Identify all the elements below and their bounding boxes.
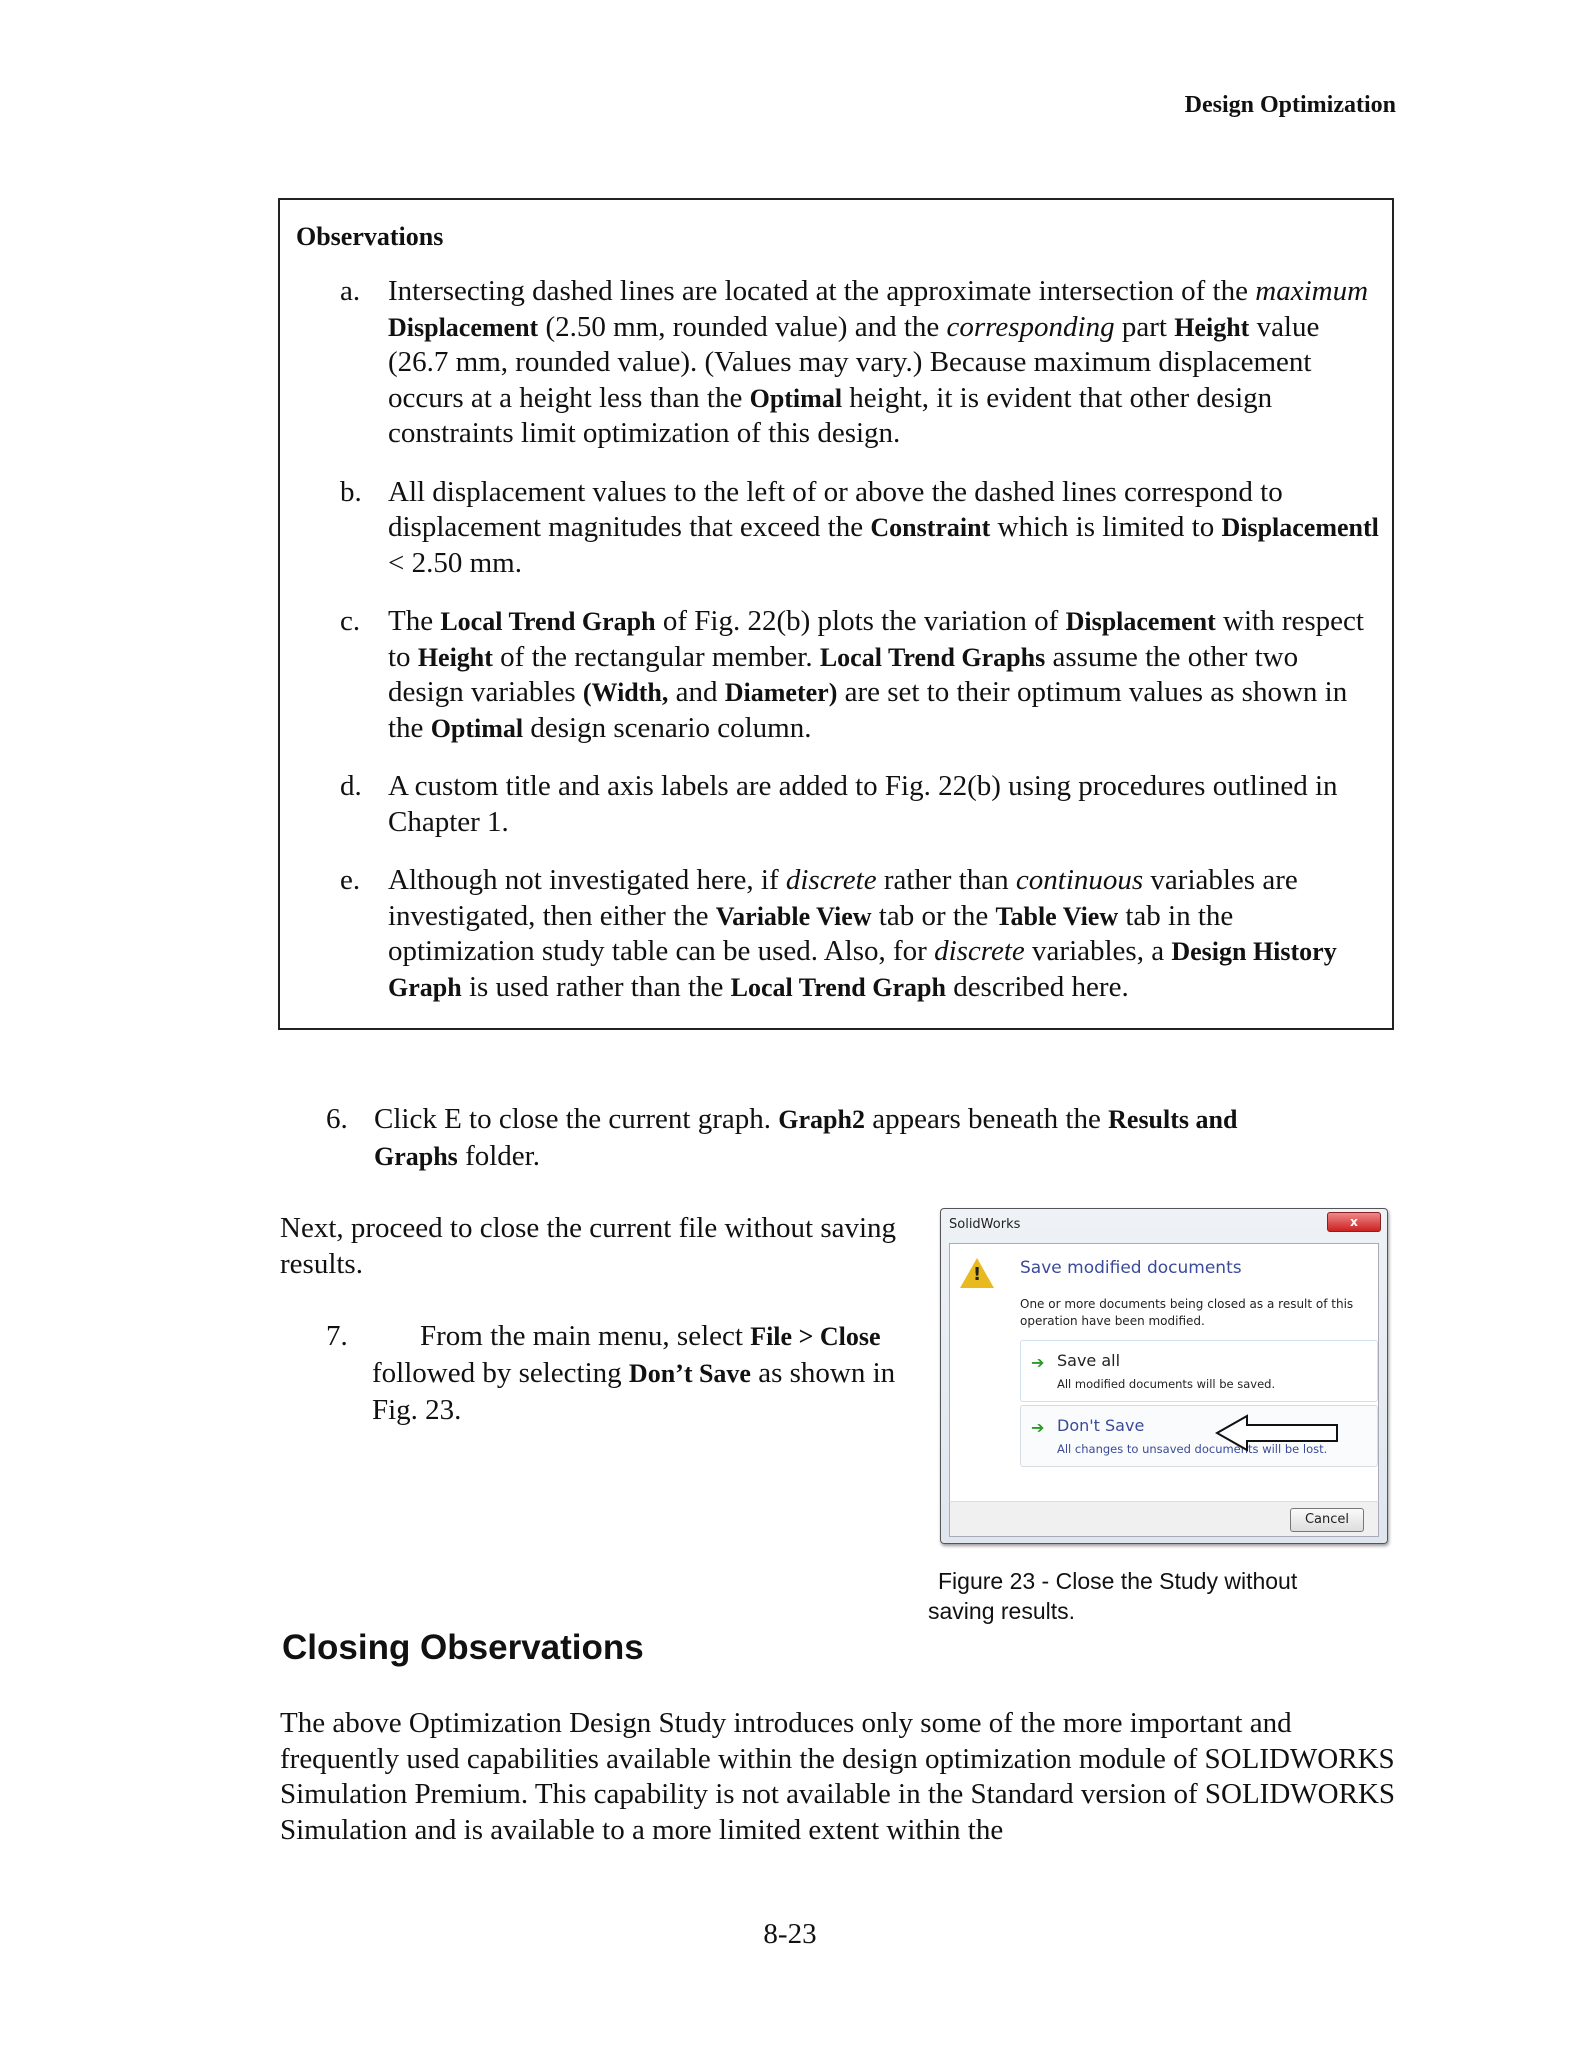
step-text-continued: followed by selecting Don’t Save as shown in Fig. 23. [372, 1357, 896, 1426]
closing-paragraph: The above Optimization Design Study introduces only some of the more important and frequently used capabilities available within the design optimization module of SOLIDWORKS Simulation Premium. This capability is not available in the Standard version of SOLIDWORKS Simulation and is available to a more limited extent within the [280, 1707, 1396, 1846]
step-text-continued: Graphs folder. [374, 1140, 540, 1172]
observations-list [340, 274, 1380, 1028]
dialog-heading: Save modified documents [1020, 1258, 1242, 1278]
observation-item [340, 475, 1380, 582]
figure-caption-line: Figure 23 - Close the Study without [938, 1568, 1298, 1594]
observation-item [340, 863, 1380, 1005]
option-label: Don't Save [1057, 1416, 1145, 1435]
callout-arrow-icon [1215, 1414, 1341, 1452]
observation-item [340, 604, 1380, 746]
next-instruction-paragraph: Next, proceed to close the current file without saving results. [280, 1212, 897, 1280]
dialog-title: SolidWorks [949, 1217, 1021, 1232]
observations-title: Observations [296, 222, 444, 251]
green-arrow-icon: ➔ [1031, 1418, 1045, 1437]
observation-label: b. [340, 475, 362, 508]
green-arrow-icon: ➔ [1031, 1353, 1045, 1372]
save-all-option[interactable] [1020, 1340, 1378, 1402]
observation-text: Intersecting dashed lines are located at the approximate intersection of the maximum Displacement (2.50 mm, rounded value) and the corresponding part Height value (26.7 mm, rounded value). (Values may vary.) Because maximum displacement occurs at a height less than the Optimal height, it is evident that other design constraints limit optimization of this design. [388, 275, 1369, 449]
observation-text: Although not investigated here, if discrete rather than continuous variables are investigated, then either the Variable View tab or the Table View tab in the optimization study table can be used. Also, for discrete variables, a Design History Graph is used rather than the Local Trend Graph described here. [388, 864, 1337, 1003]
step-number: 7. [326, 1320, 348, 1352]
step-number: 6. [326, 1103, 348, 1135]
cancel-button[interactable]: Cancel [1290, 1508, 1364, 1532]
observation-label: c. [340, 605, 361, 637]
observation-text: The Local Trend Graph of Fig. 22(b) plots the variation of Displacement with respect to Height of the rectangular member. Local Trend Graphs assume the other two design variables (Width, and Diameter) are set to their optimum values as shown in the Optimal design scenario column. [388, 605, 1364, 744]
dont-save-option[interactable] [1020, 1405, 1378, 1467]
observation-text: All displacement values to the left of or above the dashed lines correspond to displacement magnitudes that exceed the Constraint which is limited to Displacementl < 2.50 mm. [388, 475, 1379, 579]
close-icon: x [1350, 1215, 1358, 1229]
option-description: All modified documents will be saved. [1057, 1377, 1276, 1391]
close-button[interactable] [1327, 1212, 1381, 1232]
running-header: Design Optimization [1184, 92, 1396, 118]
observation-text: A custom title and axis labels are added to Fig. 22(b) using procedures outlined in Chapter 1. [388, 770, 1338, 838]
page-number: 8-23 [763, 1918, 817, 1950]
observation-label: d. [340, 770, 362, 802]
figure-caption-line: saving results. [928, 1598, 1076, 1624]
option-label: Save all [1057, 1351, 1121, 1370]
observation-label: a. [340, 275, 361, 307]
warning-exclamation-icon: ! [973, 1264, 982, 1285]
observation-item [340, 274, 1380, 452]
step-text: Click E to close the current graph. Graph2 appears beneath the Results and [374, 1103, 1238, 1135]
step-text: From the main menu, select File > Close [420, 1320, 881, 1352]
option-description: All changes to unsaved documents will be lost. [1057, 1442, 1328, 1456]
observation-item [340, 769, 1380, 840]
observation-label: e. [340, 864, 361, 896]
dialog-footer [949, 1501, 1379, 1537]
dialog-body [949, 1243, 1379, 1503]
step-7 [326, 1318, 926, 1428]
figure-caption [928, 1566, 1368, 1626]
save-modified-documents-dialog [940, 1208, 1388, 1544]
section-heading: Closing Observations [282, 1628, 644, 1667]
step-6 [326, 1101, 1406, 1175]
dialog-message: One or more documents being closed as a result of this operation have been modified. [1020, 1297, 1354, 1328]
observations-box [278, 198, 1394, 1030]
